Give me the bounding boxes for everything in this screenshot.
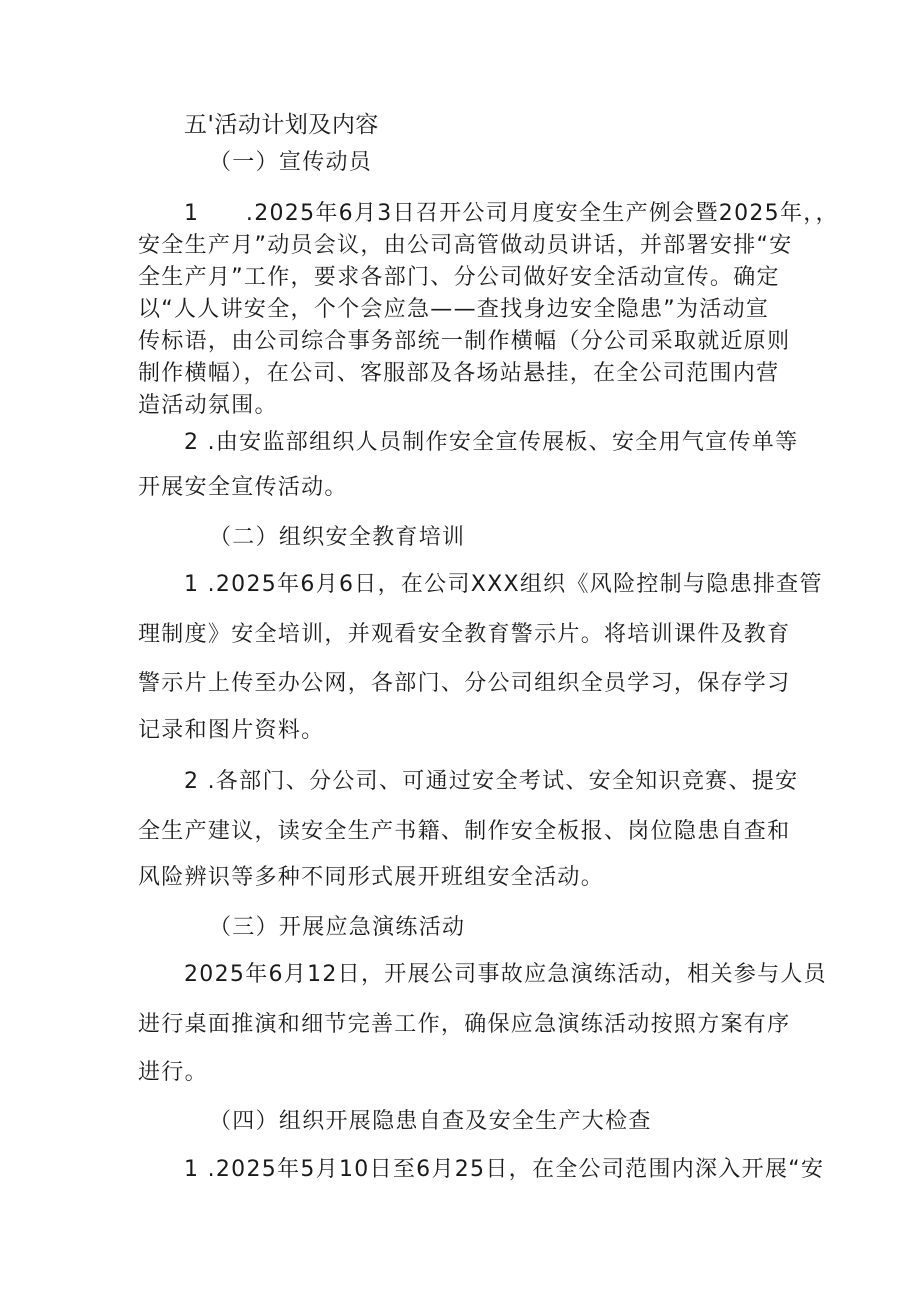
paragraph-5-line-3: 进行。 bbox=[138, 1060, 208, 1085]
paragraph-1-line-7: 造活动氛围。 bbox=[138, 393, 278, 418]
subheading-3: （三）开展应急演练活动 bbox=[209, 915, 466, 940]
paragraph-5-line-1: 2025年6月12日，开展公司事故应急演练活动，相关参与人员 bbox=[184, 962, 827, 987]
paragraph-1-line-3: 全生产月”工作，要求各部门、分公司做好安全活动宣传。确定 bbox=[138, 265, 780, 290]
paragraph-3-line-4: 记录和图片资料。 bbox=[138, 718, 325, 743]
paragraph-1-line-6: 制作横幅），在公司、客服部及各场站悬挂，在全公司范围内营 bbox=[138, 361, 780, 386]
subheading-4: （四）组织开展隐患自查及安全生产大检查 bbox=[209, 1109, 652, 1134]
paragraph-2-line-2: 开展安全宣传活动。 bbox=[138, 475, 348, 500]
paragraph-3-line-1: 1 .2025年6月6日，在公司XXX组织《风险控制与隐患排查管 bbox=[184, 572, 823, 597]
paragraph-4-line-1: 2 .各部门、分公司、可通过安全考试、安全知识竞赛、提安 bbox=[184, 769, 799, 794]
paragraph-1-line-4: 以“人人讲安全，个个会应急——查找身边安全隐患”为活动宣 bbox=[138, 297, 770, 322]
paragraph-5-line-2: 进行桌面推演和细节完善工作，确保应急演练活动按照方案有序 bbox=[138, 1012, 791, 1037]
paragraph-3-line-2: 理制度》安全培训，并观看安全教育警示片。将培训课件及教育 bbox=[138, 622, 791, 647]
paragraph-4-line-2: 全生产建议，读安全生产书籍、制作安全板报、岗位隐患自查和 bbox=[138, 819, 791, 844]
section-title: 五'活动计划及内容 bbox=[184, 112, 379, 138]
paragraph-6-line-1: 1 .2025年5月10日至6月25日，在全公司范围内深入开展“安 bbox=[184, 1157, 825, 1182]
subheading-2: （二）组织安全教育培训 bbox=[209, 525, 466, 550]
paragraph-1-line-1: 1 .2025年6月3日召开公司月度安全生产例会暨2025年，， bbox=[184, 201, 839, 226]
paragraph-2-line-1: 2 .由安监部组织人员制作安全宣传展板、安全用气宣传单等 bbox=[184, 430, 799, 455]
paragraph-1-line-2: 安全生产月”动员会议，由公司高管做动员讲话，并部署安排“安 bbox=[138, 233, 793, 258]
paragraph-1-line-5: 传标语，由公司综合事务部统一制作横幅（分公司采取就近原则 bbox=[138, 329, 791, 354]
paragraph-3-line-3: 警示片上传至办公网，各部门、分公司组织全员学习，保存学习 bbox=[138, 671, 791, 696]
paragraph-4-line-3: 风险辨识等多种不同形式展开班组安全活动。 bbox=[138, 865, 605, 890]
subheading-1: （一）宣传动员 bbox=[209, 150, 373, 175]
